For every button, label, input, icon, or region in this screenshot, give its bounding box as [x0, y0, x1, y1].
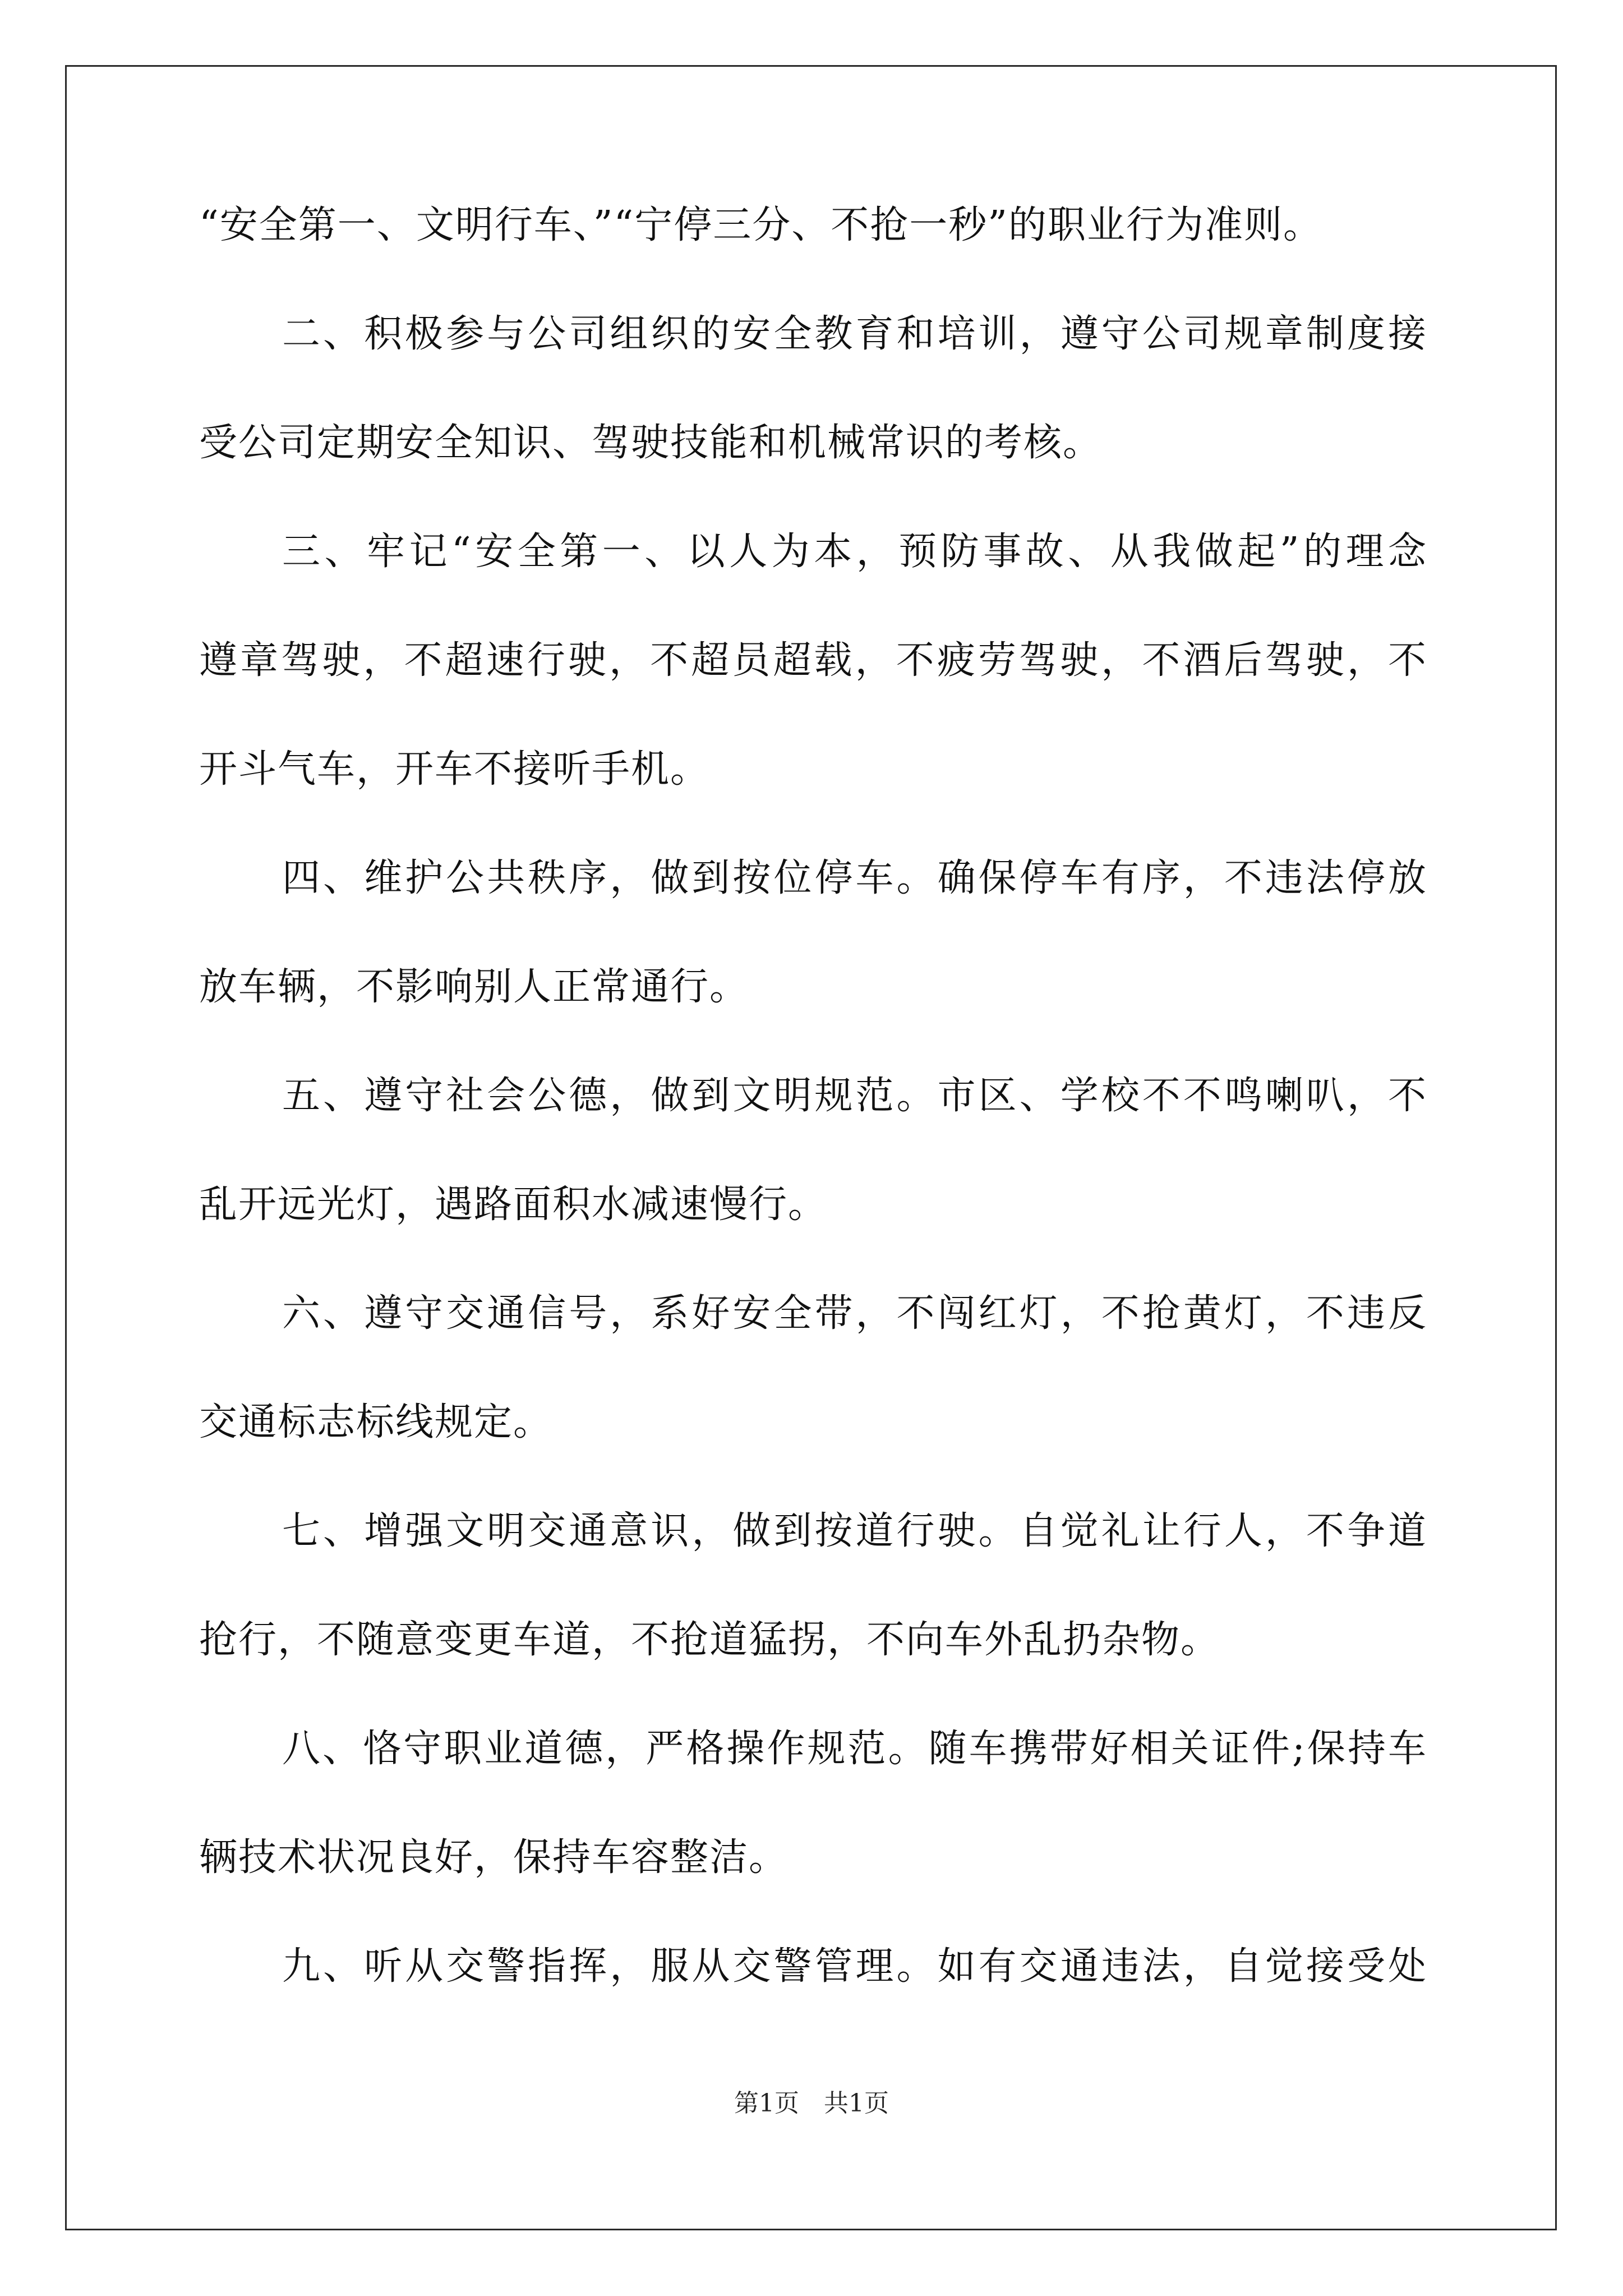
- text-line: “安全第一、文明行车、”“宁停三分、不抢一秒”的职业行为准则。: [199, 203, 1323, 247]
- text-line: 抢行，不随意变更车道，不抢道猛拐，不向车外乱扔杂物。: [199, 1618, 1220, 1662]
- text-line: 乱开远光灯，遇路面积水减速慢行。: [199, 1182, 828, 1227]
- text-line: 受公司定期安全知识、驾驶技能和机械常识的考核。: [199, 421, 1103, 465]
- text-line: 四、维护公共秩序，做到按位停车。确保停车有序，不违法停放: [282, 856, 1427, 900]
- document-body: [199, 203, 1427, 2056]
- text-line: 放车辆，不影响别人正常通行。: [199, 965, 749, 1009]
- text-line: 九、听从交警指挥，服从交警管理。如有交通违法，自觉接受处: [282, 1944, 1427, 1989]
- page-footer: 第1页 共1页: [734, 2089, 889, 2118]
- text-line: 遵章驾驶，不超速行驶，不超员超载，不疲劳驾驶，不酒后驾驶，不: [199, 638, 1427, 683]
- text-line: 交通标志标线规定。: [199, 1400, 553, 1444]
- text-line: 五、遵守社会公德，做到文明规范。市区、学校不不鸣喇叭，不: [282, 1074, 1427, 1118]
- text-line: 六、遵守交通信号，系好安全带，不闯红灯，不抢黄灯，不违反: [282, 1291, 1427, 1336]
- text-line: 三、牢记“安全第一、以人为本，预防事故、从我做起”的理念: [282, 530, 1427, 574]
- text-line: 二、积极参与公司组织的安全教育和培训，遵守公司规章制度接: [282, 312, 1427, 356]
- text-line: 辆技术状况良好，保持车容整洁。: [199, 1835, 789, 1880]
- text-line: 八、恪守职业道德，严格操作规范。随车携带好相关证件;保持车: [282, 1727, 1427, 1771]
- text-line: 七、增强文明交通意识，做到按道行驶。自觉礼让行人，不争道: [282, 1509, 1427, 1553]
- text-line: 开斗气车，开车不接听手机。: [199, 747, 710, 792]
